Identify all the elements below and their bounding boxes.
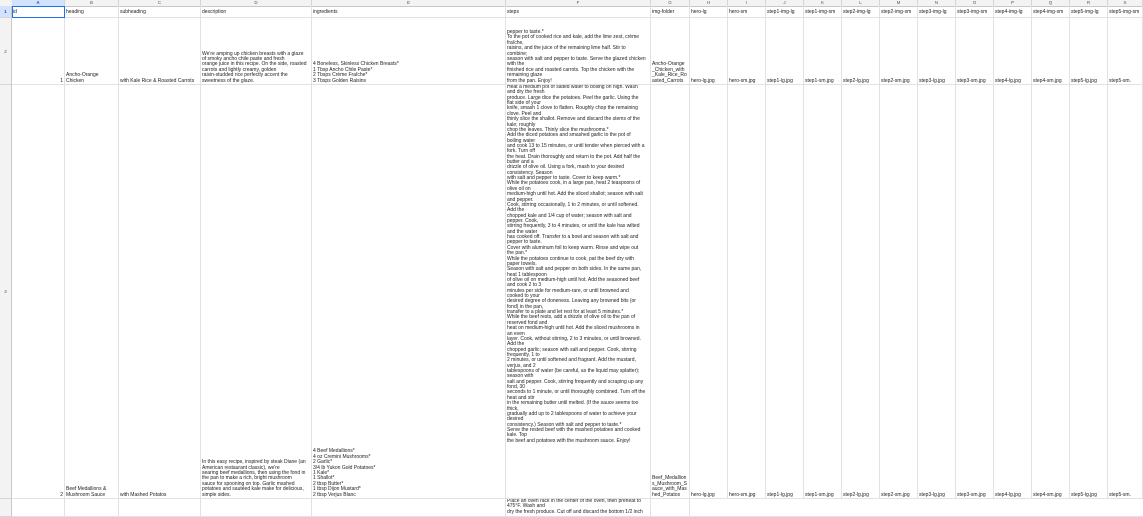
header-cell-img-folder[interactable]: img-folder [651, 6, 690, 18]
cell-description[interactable]: We're amping up chicken breasts with a glaze of smoky ancho chile paste and fresh orange juice in this recipe. On the side, roasted carrots and lightly creamy, golden raisin-studded rice perfectly accent the sweetness of the glaze. [201, 18, 312, 85]
column-header-d[interactable]: D [201, 0, 312, 6]
cell-id[interactable]: 2 [12, 85, 65, 499]
header-cell-ingredients[interactable]: ingredients [312, 6, 506, 18]
cell-ingredients[interactable]: 4 Boneless, Skinless Chicken Breasts* 1 Tbsp Ancho Chile Paste* 2 Tbsps Crème Fraîche* 3 Tbsps Golden Raisins [312, 18, 506, 85]
cell-heading[interactable]: Ancho-Orange Chicken [65, 18, 119, 85]
header-cell-hero-sm[interactable]: hero-sm [728, 6, 766, 18]
cell-steps[interactable]: Heat a medium pot of salted water to boiling on high. Wash and dry the fresh produce. Large dice the potatoes. Peel the garlic. Using the flat side of your knife, smash 1 clove to flatten. Roughly chop the remaining clove. Peel and thinly slice the shallot. Remove and discard the stems of the kale; roughly chop the leaves. Thinly slice the mushrooms.* Add the diced potatoes and smashed garlic to the pot of boiling water and cook 13 to 15 minutes, or until tender when pierced with a fork. Turn off the heat. Drain thoroughly and return to the pot. Add half the butter and a drizzle of olive oil. Using a fork, mash to your desired consistency. Season with salt and pepper to taste. Cover to keep warm.* While the potatoes cook, in a large pan, heat 2 teaspoons of olive oil on medium-high until hot. Add the sliced shallot; season with salt and pepper. Cook, stirring occasionally, 1 to 2 minutes, or until softened. Add the chopped kale and 1/4 cup of water; season with salt and pepper. Cook, stirring frequently, 3 to 4 minutes, or until the kale has wilted and the water has cooked off. Transfer to a bowl and season with salt and pepper to taste. Cover with aluminum foil to keep warm. Rinse and wipe out the pan.* While the potatoes continue to cook, pat the beef dry with paper towels. Season with salt and pepper on both sides. In the same pan, heat 1 tablespoon of olive oil on medium-high until hot. Add the seasoned beef and cook 2 to 3 minutes per side for medium-rare, or until browned and cooked to your desired degree of doneness. Leaving any browned bits (or fond) in the pan, transfer to a plate and let rest for at least 5 minutes.* While the beef rests, add a drizzle of olive oil to the pan of reserved fond and heat on medium-high until hot. Add the sliced mushrooms in an even layer. Cook, without stirring, 2 to 3 minutes, or until browned. Add the chopped garlic; season with salt and pepper. Cook, stirring frequently, 1 to 2 minutes, or until softened and fragrant. Add the mustard, verjus, and 2 tablespoons of water (be careful, as the liquid may splatter); season with salt and pepper. Cook, stirring frequently and scraping up any fond, 30 seconds to 1 minute, or until thoroughly combined. Turn off the heat and stir in the remaining butter until melted. (If the sauce seems too thick, gradually add up to 2 tablespoons of water to achieve your desired consistency.) Season with salt and pepper to taste.* Serve the rested beef with the mashed potatoes and cooked kale. Top the beef and potatoes with the mushroom sauce. Enjoy! [506, 85, 651, 499]
cell-subheading[interactable]: with Mashed Potatos [119, 85, 201, 499]
column-header-r[interactable]: R [1070, 0, 1108, 6]
column-header-j[interactable]: J [766, 0, 804, 6]
header-cell-step1-img-lg[interactable]: step1-img-lg [766, 6, 804, 18]
cell-step4-img-sm[interactable]: step4-sm.jpg [1032, 85, 1070, 499]
header-cell-step2-img-sm[interactable]: step2-img-sm [880, 6, 918, 18]
header-cell-step1-img-sm[interactable]: step1-img-sm [804, 6, 842, 18]
row-header-1[interactable]: 1 [0, 6, 12, 18]
row-header-3[interactable]: 3 [0, 85, 12, 499]
column-header-m[interactable]: M [880, 0, 918, 6]
row-header-2[interactable]: 2 [0, 18, 12, 85]
row-header-4[interactable] [0, 499, 12, 517]
cell-img-folder[interactable]: Beef_Medallion s_Mushroom_S auce_with_Mas hed_Potatos [651, 85, 690, 499]
cell-step5-img-sm[interactable]: step5-sm. [1108, 85, 1143, 499]
cell-description[interactable] [201, 499, 312, 517]
column-header-o[interactable]: O [956, 0, 994, 6]
cell-step3-img-lg[interactable]: step3-lg.jpg [918, 18, 956, 85]
cell-step2-img-lg[interactable]: step2-lg.jpg [842, 18, 880, 85]
cell-ingredients[interactable] [312, 499, 506, 517]
column-header-g[interactable]: G [651, 0, 690, 6]
cell-steps[interactable]: Place an oven rack in the center of the oven, then preheat to 475°F. Wash and dry the fresh produce. Cut off and discard the bottom 1/2 inch [506, 499, 651, 517]
column-header-s[interactable]: S [1108, 0, 1143, 6]
cell-hero-lg[interactable]: hero-lg.jpg [690, 85, 728, 499]
header-cell-step4-img-lg[interactable]: step4-img-lg [994, 6, 1032, 18]
cell-step1-img-lg[interactable]: step1-lg.jpg [766, 85, 804, 499]
cell-img-folder[interactable]: Ancho-Orange _Chicken_with _Kale_Rice_Ro asted_Carrots [651, 18, 690, 85]
cell-subheading[interactable]: with Kale Rice & Roasted Carrots [119, 18, 201, 85]
column-header-n[interactable]: N [918, 0, 956, 6]
column-header-a[interactable]: A [12, 0, 65, 6]
column-header-c[interactable]: C [119, 0, 201, 6]
header-cell-description[interactable]: description [201, 6, 312, 18]
header-cell-steps[interactable]: steps [506, 6, 651, 18]
header-cell-heading[interactable]: heading [65, 6, 119, 18]
column-header-l[interactable]: L [842, 0, 880, 6]
cell-heading[interactable]: Beef Medallions & Mushroom Sauce [65, 85, 119, 499]
column-header-e[interactable]: E [312, 0, 506, 6]
header-cell-step3-img-sm[interactable]: step3-img-sm [956, 6, 994, 18]
cell-hero-sm[interactable]: hero-sm.jpg [728, 18, 766, 85]
header-cell-step2-img-lg[interactable]: step2-img-lg [842, 6, 880, 18]
cell-step2-img-lg[interactable]: step2-lg.jpg [842, 85, 880, 499]
column-header-h[interactable]: H [690, 0, 728, 6]
cell-step4-img-lg[interactable]: step4-lg.jpg [994, 18, 1032, 85]
cell-heading[interactable] [65, 499, 119, 517]
cell-step3-img-sm[interactable]: step3-sm.jpg [956, 18, 994, 85]
column-header-k[interactable]: K [804, 0, 842, 6]
column-header-b[interactable]: B [65, 0, 119, 6]
cell-step5-img-lg[interactable]: step5-lg.jpg [1070, 18, 1108, 85]
cell-description[interactable]: In this easy recipe, inspired by steak Diane (an American restaurant classic), we're searing beef medallions, then using the fond in the pan to make a rich, bright mushroom sauce for spooning on top. Garlic mashed potatoes and sautéed kale make for delicious, simple sides. [201, 85, 312, 499]
cell-step5-img-sm[interactable]: step5-sm. [1108, 18, 1143, 85]
column-header-i[interactable]: I [728, 0, 766, 6]
cell-step5-img-lg[interactable]: step5-lg.jpg [1070, 85, 1108, 499]
cell-step4-img-lg[interactable]: step4-lg.jpg [994, 85, 1032, 499]
header-cell-hero-lg[interactable]: hero-lg [690, 6, 728, 18]
cell-step4-img-sm[interactable]: step4-sm.jpg [1032, 18, 1070, 85]
column-header-q[interactable]: Q [1032, 0, 1070, 6]
row-4-remaining-cells[interactable] [690, 499, 1143, 517]
cell-hero-lg[interactable]: hero-lg.jpg [690, 18, 728, 85]
cell-step3-img-lg[interactable]: step3-lg.jpg [918, 85, 956, 499]
cell-id[interactable]: 1 [12, 18, 65, 85]
cell-step2-img-sm[interactable]: step2-sm.jpg [880, 85, 918, 499]
header-cell-step5-img-lg[interactable]: step5-img-lg [1070, 6, 1108, 18]
header-cell-step3-img-lg[interactable]: step3-img-lg [918, 6, 956, 18]
header-cell-id[interactable]: id [12, 6, 65, 18]
cell-step3-img-sm[interactable]: step3-sm.jpg [956, 85, 994, 499]
cell-img-folder[interactable] [651, 499, 690, 517]
header-cell-subheading[interactable]: subheading [119, 6, 201, 18]
header-cell-step5-img-sm[interactable]: step5-img-sm [1108, 6, 1143, 18]
column-header-f[interactable]: F [506, 0, 651, 6]
column-header-p[interactable]: P [994, 0, 1032, 6]
header-cell-step4-img-sm[interactable]: step4-img-sm [1032, 6, 1070, 18]
cell-hero-sm[interactable]: hero-sm.jpg [728, 85, 766, 499]
cell-step1-img-sm[interactable]: step1-sm.jpg [804, 85, 842, 499]
cell-subheading[interactable] [119, 499, 201, 517]
cell-step1-img-lg[interactable]: step1-lg.jpg [766, 18, 804, 85]
cell-step1-img-sm[interactable]: step1-sm.jpg [804, 18, 842, 85]
cell-step2-img-sm[interactable]: step2-sm.jpg [880, 18, 918, 85]
cell-steps[interactable]: pepper to taste.* To the pot of cooked rice and kale, add the lime zest, crème fraîche, raisins, and the juice of the remaining lime half. Stir to combine; season with salt and pepper to taste. Serve the glazed chicken with the finished rice and roasted carrots. Top the chicken with the remaining glaze from the pan. Enjoy! [506, 18, 651, 85]
cell-ingredients[interactable]: 4 Beef Medallions* 4 oz Cremini Mushrooms* 2 Garlic* 3/4 lb Yukon Gold Potatoes* 1 Kale* 1 Shallot* 2 tbsp Butter* 1 tbsp Dijon Mustard* 2 tbsp Verjus Blanc [312, 85, 506, 499]
cell-id[interactable] [12, 499, 65, 517]
